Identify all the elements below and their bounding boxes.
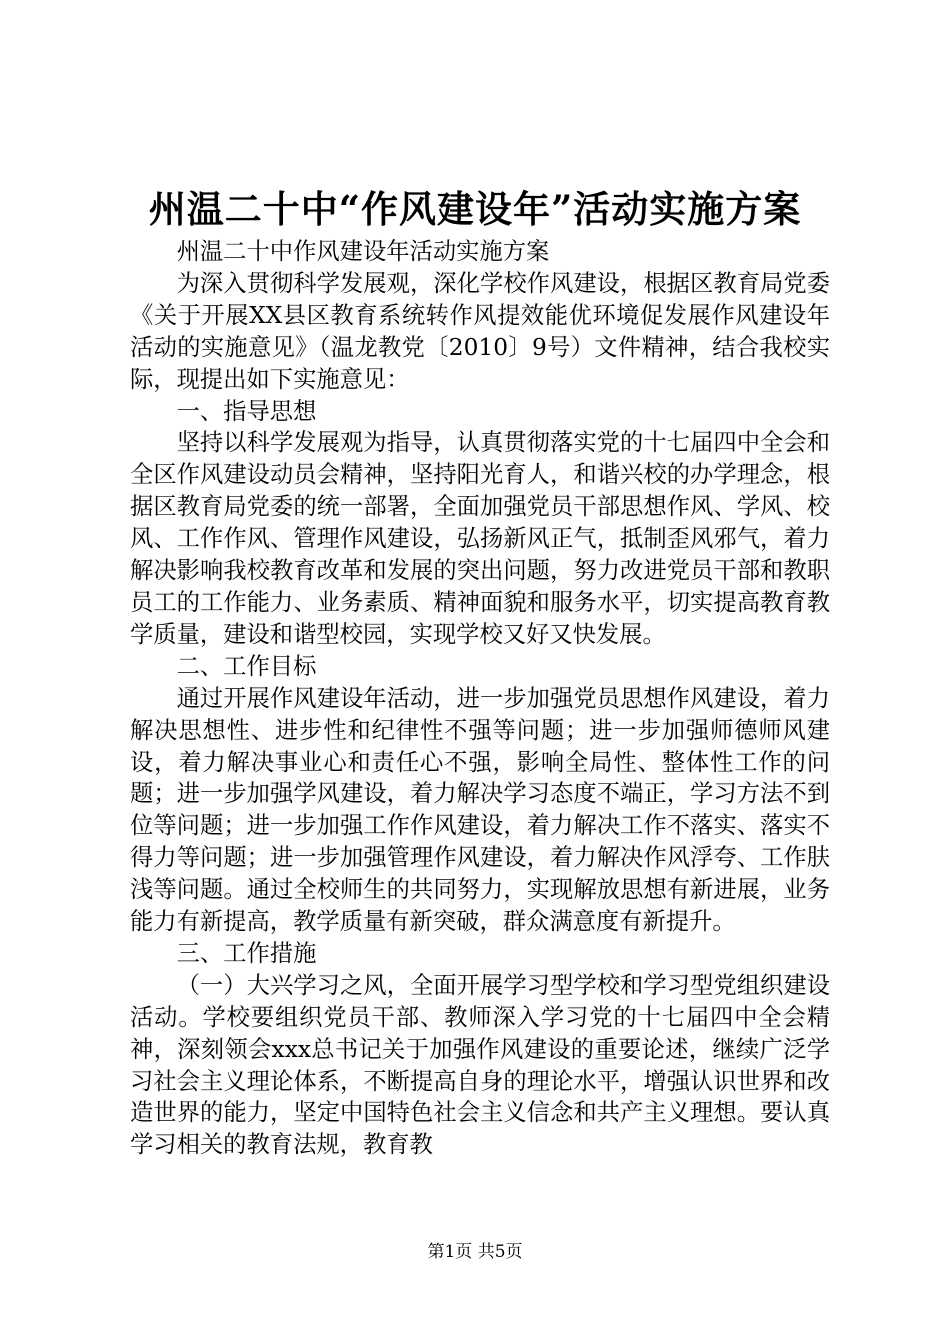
work-goals-paragraph: 通过开展作风建设年活动，进一步加强党员思想作风建设，着力解决思想性、进步性和纪律性不强等问题；进一步加强师德师风建设，着力解决事业心和责任心不强，影响全局性、整体性工作的问题；进一步加强学风建设，着力解决学习态度不端正，学习方法不到位等问题；进一步加强工作作风建设，着力解决工作不落实、落实不得力等问题；进一步加强管理作风建设，着力解决作风浮夸、工作肤浅等问题。通过全校师生的共同努力，实现解放思想有新进展，业务能力有新提高，教学质量有新突破，群众满意度有新提升。 [130,684,830,936]
section-heading-work-goals: 二、工作目标 [176,652,317,680]
page-footer: 第1页 共5页 [427,1242,523,1262]
section-heading-work-measures: 三、工作措施 [176,939,317,967]
document-body [130,236,830,1161]
intro-paragraph: 为深入贯彻科学发展观，深化学校作风建设，根据区教育局党委《关于开展XX县区教育系统转作风提效能优环境促发展作风建设年活动的实施意见》（温龙教党〔2010〕9号）文件精神，结合我校实际，现提出如下实施意见： [130,269,830,393]
guiding-ideology-paragraph: 坚持以科学发展观为指导，认真贯彻落实党的十七届四中全会和全区作风建设动员会精神，坚持阳光育人，和谐兴校的办学理念，根据区教育局党委的统一部署，全面加强党员干部思想作风、学风、校风、工作作风、管理作风建设，弘扬新风正气，抵制歪风邪气，着力解决影响我校教育改革和发展的突出问题，努力改进党员干部和教职员工的工作能力、业务素质、精神面貌和服务水平，切实提高教育教学质量，建设和谐型校园，实现学校又好又快发展。 [130,429,830,648]
subtitle-paragraph: 州温二十中作风建设年活动实施方案 [176,238,550,265]
work-measures-paragraph: （一）大兴学习之风，全面开展学习型学校和学习型党组织建设活动。学校要组织党员干部、教师深入学习党的十七届四中全会精神，深刻领会xxx总书记关于加强作风建设的重要论述，继续广泛学习社会主义理论体系，不断提高自身的理论水平，增强认识世界和改造世界的能力，坚定中国特色社会主义信念和共产主义理想。要认真学习相关的教育法规，教育教 [130,971,830,1159]
section-heading-guiding-ideology: 一、指导思想 [176,397,317,425]
document-title: 州温二十中“作风建设年”活动实施方案 [148,187,802,231]
